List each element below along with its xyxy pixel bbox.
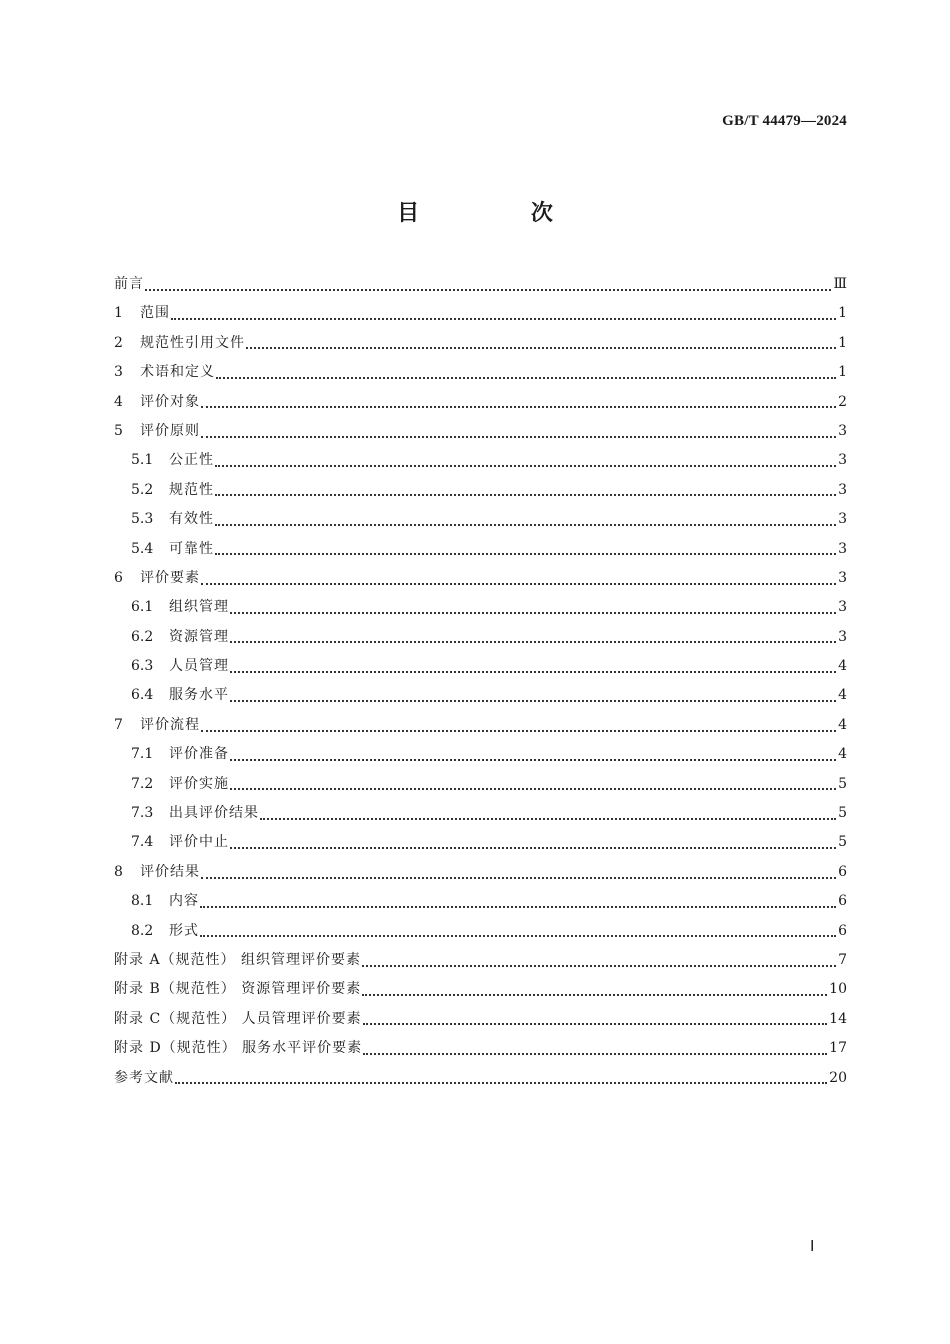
toc-leader-dots — [216, 377, 836, 379]
toc-entry-page: 2 — [838, 393, 847, 410]
toc-entry[interactable] — [114, 476, 847, 505]
toc-entry-number: 4 — [114, 393, 123, 410]
toc-entry-number: 7.1 — [131, 746, 154, 763]
toc-entry-label: 附录 D（规范性） 服务水平评价要素 — [114, 1040, 363, 1057]
toc-entry-number: 7.2 — [131, 775, 154, 792]
toc-entry-label: 评价对象 — [140, 393, 200, 410]
toc-entry-label: 评价结果 — [140, 863, 200, 880]
toc-entry[interactable] — [114, 535, 847, 564]
toc-entry-label: 术语和定义 — [140, 364, 215, 381]
toc-entry-number: 5.3 — [131, 511, 154, 528]
toc-entry-label: 评价实施 — [169, 775, 229, 792]
toc-leader-dots — [230, 612, 836, 614]
toc-entry[interactable] — [114, 388, 847, 417]
toc-entry-label: 公正性 — [169, 452, 214, 469]
toc-entry-label: 附录 C（规范性） 人员管理评价要素 — [114, 1010, 362, 1027]
toc-entry-label: 有效性 — [169, 511, 214, 528]
toc-entry-page: 5 — [838, 805, 847, 822]
toc-entry-page: 4 — [838, 746, 847, 763]
toc-entry-page: 6 — [838, 922, 847, 939]
toc-entry[interactable] — [114, 681, 847, 710]
toc-entry-number: 5.4 — [131, 540, 154, 557]
toc-leader-dots — [362, 965, 836, 967]
toc-leader-dots — [215, 494, 836, 496]
toc-entry-page: 3 — [838, 569, 847, 586]
toc-entry-number: 6.2 — [131, 628, 154, 645]
toc-entry[interactable] — [114, 299, 847, 328]
toc-entry-label: 规范性引用文件 — [140, 334, 245, 351]
toc-entry-number: 6.1 — [131, 599, 154, 616]
toc-entry[interactable] — [114, 505, 847, 534]
toc-entry-label: 内容 — [169, 893, 199, 910]
toc-entry-page: 10 — [829, 981, 847, 998]
toc-entry-page: 3 — [838, 599, 847, 616]
toc-entry-page: 3 — [838, 481, 847, 498]
table-of-contents — [114, 270, 847, 1093]
toc-entry-number: 6.3 — [131, 658, 154, 675]
toc-entry-page: 1 — [838, 334, 847, 351]
toc-entry[interactable] — [114, 740, 847, 769]
toc-entry-page: 3 — [838, 511, 847, 528]
toc-entry-page: 4 — [838, 687, 847, 704]
toc-entry[interactable] — [114, 652, 847, 681]
toc-entry-number: 8 — [114, 863, 123, 880]
toc-entry-page: 1 — [838, 305, 847, 322]
toc-entry[interactable] — [114, 828, 847, 857]
toc-entry-label: 评价要素 — [140, 569, 200, 586]
toc-leader-dots — [200, 935, 836, 937]
toc-entry[interactable] — [114, 946, 847, 975]
toc-leader-dots — [171, 318, 836, 320]
toc-entry-page: 4 — [838, 716, 847, 733]
toc-entry-page: Ⅲ — [833, 276, 847, 292]
toc-leader-dots — [363, 1053, 827, 1055]
toc-entry[interactable] — [114, 887, 847, 916]
toc-entry-label: 形式 — [169, 922, 199, 939]
toc-leader-dots — [201, 583, 836, 585]
toc-entry-number: 7.4 — [131, 834, 154, 851]
toc-entry-page: 7 — [838, 951, 847, 968]
toc-entry-number: 5.2 — [131, 481, 154, 498]
toc-entry-page: 5 — [838, 775, 847, 792]
toc-entry-label: 附录 A（规范性） 组织管理评价要素 — [114, 951, 362, 968]
toc-entry-label: 范围 — [140, 305, 170, 322]
toc-entry[interactable] — [114, 1034, 847, 1063]
toc-entry-label: 出具评价结果 — [169, 805, 259, 822]
toc-entry-label: 组织管理 — [169, 599, 229, 616]
toc-entry-label: 评价准备 — [169, 746, 229, 763]
toc-entry-page: 6 — [838, 893, 847, 910]
toc-entry-page: 17 — [829, 1040, 847, 1057]
toc-entry-label: 规范性 — [169, 481, 214, 498]
toc-entry-page: 5 — [838, 834, 847, 851]
toc-entry-number: 3 — [114, 364, 123, 381]
toc-entry-page: 20 — [829, 1069, 847, 1086]
toc-entry-page: 3 — [838, 540, 847, 557]
toc-entry[interactable] — [114, 1005, 847, 1034]
toc-entry[interactable] — [114, 917, 847, 946]
toc-entry-number: 7.3 — [131, 805, 154, 822]
toc-leader-dots — [230, 788, 836, 790]
toc-entry[interactable] — [114, 770, 847, 799]
toc-entry-page: 3 — [838, 452, 847, 469]
toc-leader-dots — [363, 1023, 828, 1025]
toc-entry[interactable] — [114, 593, 847, 622]
toc-leader-dots — [201, 730, 836, 732]
toc-leader-dots — [215, 553, 836, 555]
toc-entry-label: 附录 B（规范性） 资源管理评价要素 — [114, 981, 362, 998]
toc-entry[interactable] — [114, 711, 847, 740]
toc-entry[interactable] — [114, 975, 847, 1004]
toc-leader-dots — [145, 289, 831, 291]
toc-leader-dots — [230, 759, 836, 761]
toc-leader-dots — [230, 847, 836, 849]
toc-entry[interactable] — [114, 446, 847, 475]
toc-entry-page: 6 — [838, 863, 847, 880]
toc-entry-label: 评价原则 — [140, 422, 200, 439]
toc-leader-dots — [230, 641, 836, 643]
toc-entry-label: 可靠性 — [169, 540, 214, 557]
toc-entry-number: 8.1 — [131, 893, 154, 910]
toc-leader-dots — [175, 1082, 827, 1084]
standard-number: GB/T 44479—2024 — [722, 113, 847, 129]
toc-entry-number: 5.1 — [131, 452, 154, 469]
toc-leader-dots — [230, 671, 836, 673]
toc-entry-number: 7 — [114, 716, 123, 733]
toc-entry-number: 6 — [114, 569, 123, 586]
toc-entry[interactable] — [114, 358, 847, 387]
toc-entry-page: 14 — [829, 1010, 847, 1027]
toc-leader-dots — [230, 700, 836, 702]
toc-entry-label: 参考文献 — [114, 1069, 174, 1086]
toc-entry-label: 人员管理 — [169, 658, 229, 675]
toc-entry-label: 评价中止 — [169, 834, 229, 851]
toc-entry[interactable] — [114, 564, 847, 593]
toc-entry-label: 前言 — [114, 276, 144, 292]
toc-leader-dots — [201, 406, 836, 408]
toc-entry-page: 4 — [838, 658, 847, 675]
toc-entry[interactable] — [114, 858, 847, 887]
toc-entry[interactable] — [114, 1064, 847, 1093]
page-number: Ⅰ — [810, 1239, 815, 1255]
toc-leader-dots — [260, 818, 836, 820]
toc-entry-number: 1 — [114, 305, 123, 322]
toc-entry-number: 6.4 — [131, 687, 154, 704]
toc-leader-dots — [200, 906, 836, 908]
toc-entry-page: 3 — [838, 628, 847, 645]
toc-entry-page: 3 — [838, 422, 847, 439]
toc-entry-number: 5 — [114, 422, 123, 439]
toc-entry[interactable] — [114, 623, 847, 652]
toc-entry-label: 评价流程 — [140, 716, 200, 733]
page-title: 目 次 — [397, 201, 605, 226]
toc-entry[interactable] — [114, 329, 847, 358]
toc-entry[interactable] — [114, 417, 847, 446]
toc-entry-number: 2 — [114, 334, 123, 351]
toc-entry-label: 资源管理 — [169, 628, 229, 645]
toc-entry[interactable] — [114, 270, 847, 299]
toc-entry[interactable] — [114, 799, 847, 828]
toc-entry-number: 8.2 — [131, 922, 154, 939]
toc-leader-dots — [201, 877, 836, 879]
toc-leader-dots — [215, 465, 836, 467]
toc-leader-dots — [246, 347, 836, 349]
toc-leader-dots — [362, 994, 827, 996]
toc-entry-label: 服务水平 — [169, 687, 229, 704]
toc-entry-page: 1 — [838, 364, 847, 381]
toc-leader-dots — [201, 436, 836, 438]
toc-leader-dots — [215, 524, 836, 526]
